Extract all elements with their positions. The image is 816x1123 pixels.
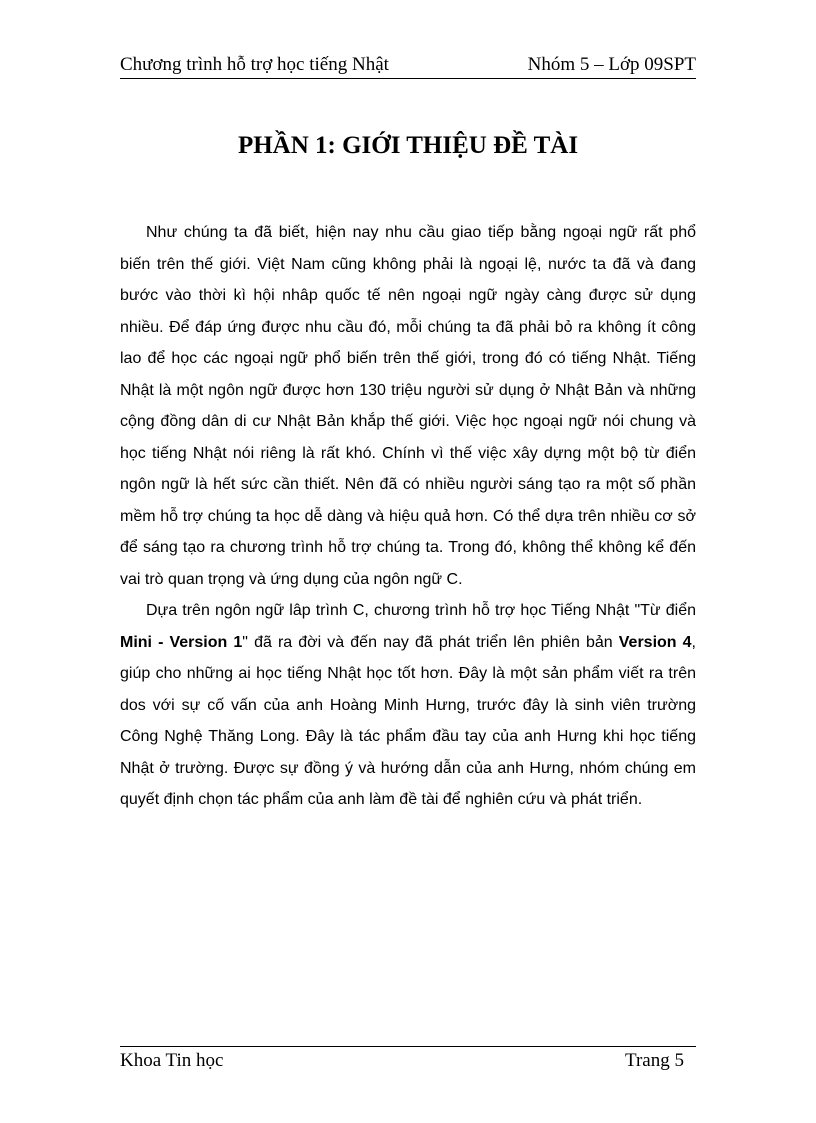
footer-department: Khoa Tin học <box>120 1050 224 1071</box>
paragraph-program-text-3: , giúp cho những ai học tiếng Nhật học tốt hơn. Đây là một sản phẩm viết ra trên dos với sự cố vấn của anh Hoàng Minh Hưng, trước đây là sinh viên trường Công Nghệ Thăng Long. Đây là tác phẩm đầu tay của anh Hưng khi học tiếng Nhật ở trường. Được sự đồng ý và hướng dẫn của anh Hưng, nhóm chúng em quyết định chọn tác phẩm của anh làm đề tài để nghiên cứu và phát triển. <box>120 633 696 808</box>
paragraph-intro: Như chúng ta đã biết, hiện nay nhu cầu giao tiếp bằng ngoại ngữ rất phổ biến trên thế giới. Việt Nam cũng không phải là ngoại lệ, nước ta đã và đang bước vào thời kì hội nhâp quốc tế nên ngoại ngữ ngày càng được sử dụng nhiều. Để đáp ứng được nhu cầu đó, mỗi chúng ta đã phải bỏ ra không ít công lao để học các ngoại ngữ phổ biến trên thế giới, trong đó có tiếng Nhật. Tiếng Nhật là một ngôn ngữ được hơn 130 triệu người sử dụng ở Nhật Bản và những cộng đồng dân di cư Nhật Bản khắp thế giới. Việc học ngoại ngữ nói chung và học tiếng Nhật nói riêng là rất khó. Chính vì thế việc xây dựng một bộ từ điển ngôn ngữ là hết sức cần thiết. Nên đã có nhiều người sáng tạo ra một số phần mềm hỗ trợ chúng ta học dễ dàng và hiệu quả hơn. Có thể dựa trên nhiều cơ sở để sáng tạo ra chương trình hỗ trợ chúng ta. Trong đó, không thể không kể đến vai trò quan trọng và ứng dụng của ngôn ngữ C. <box>120 224 696 588</box>
section-title: PHẦN 1: GIỚI THIỆU ĐỀ TÀI <box>237 132 579 159</box>
program-name-bold: Mini - Version 1 <box>120 633 243 651</box>
header-group-class: Nhóm 5 – Lớp 09SPT <box>527 54 696 75</box>
paragraph-program <box>120 595 696 816</box>
version-bold: Version 4 <box>618 633 692 651</box>
header-document-title: Chương trình hỗ trợ học tiếng Nhật <box>120 54 389 75</box>
paragraph-program-text-2: " đã ra đời và đến nay đã phát triển lên phiên bản <box>242 633 619 651</box>
page-footer <box>120 1046 696 1077</box>
body-text <box>120 217 696 816</box>
paragraph-program-text-1: Dựa trên ngôn ngữ lâp trình C, chương trình hỗ trợ học Tiếng Nhật "Từ điển <box>146 602 696 619</box>
page-header <box>120 52 696 79</box>
footer-page-number: Trang 5 <box>625 1050 684 1071</box>
